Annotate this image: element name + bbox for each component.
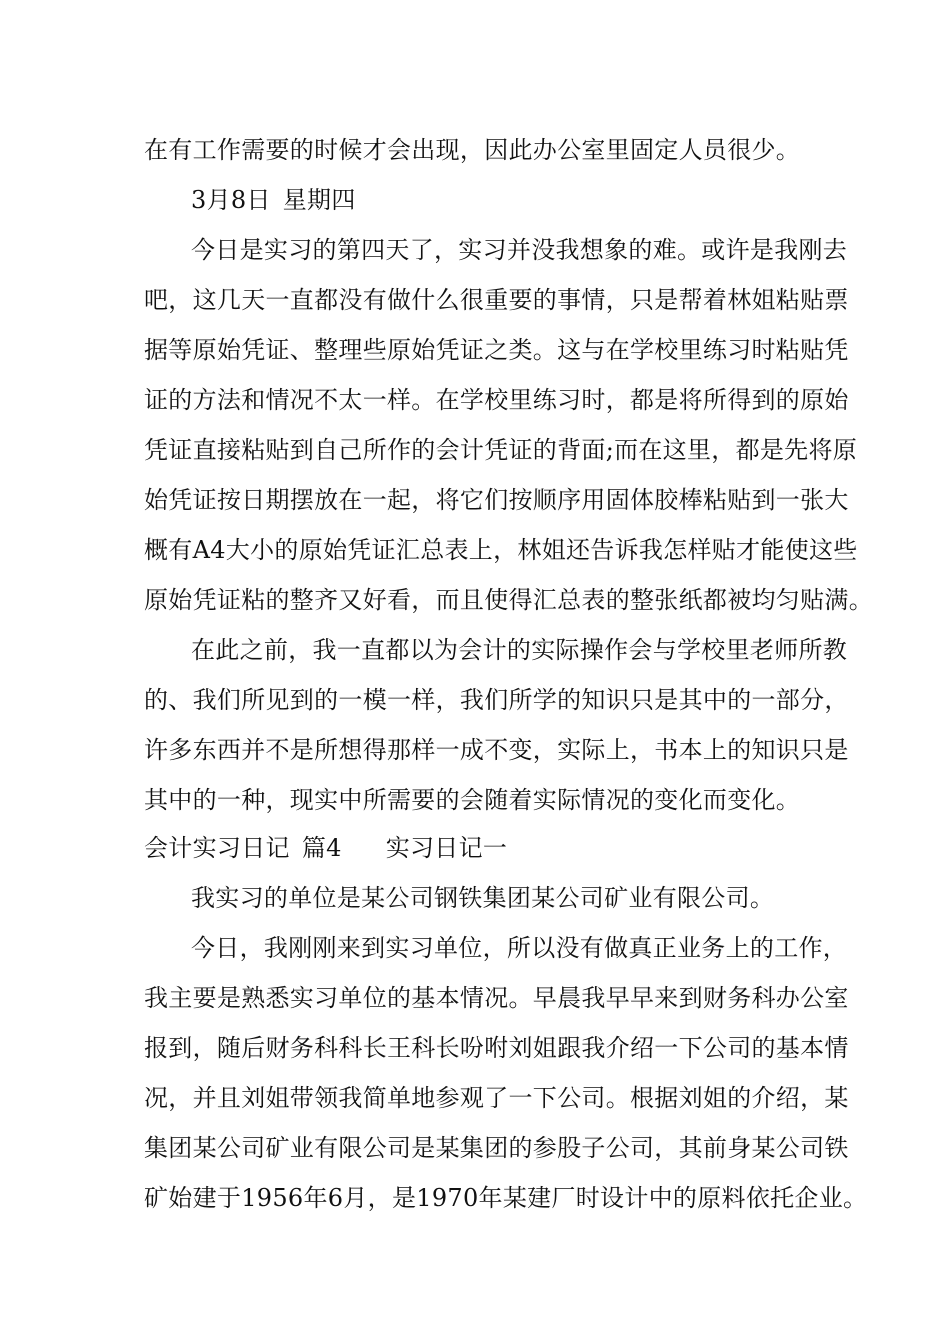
heading-title: 会计实习日记 [144,834,290,862]
text-line: 证的方法和情况不太一样。在学校里练习时，都是将所得到的原始 [144,386,849,414]
text-line: 今日，我刚刚来到实习单位，所以没有做真正业务上的工作， [191,934,848,962]
text-line: 今日是实习的第四天了，实习并没我想象的难。或许是我刚去 [191,236,848,264]
text-line: 报到，随后财务科科长王科长吩咐刘姐跟我介绍一下公司的基本情 [144,1034,849,1062]
section-heading [144,833,507,863]
text-line: 矿始建于1956年6月，是1970年某建厂时设计中的原料依托企业。 [144,1184,868,1212]
diary-date-line [191,185,356,215]
text-line: 据等原始凭证、整理些原始凭证之类。这与在学校里练习时粘贴凭 [144,336,849,364]
text-line: 我主要是熟悉实习单位的基本情况。早晨我早早来到财务科办公室 [144,984,849,1012]
text-line: 凭证直接粘贴到自己所作的会计凭证的背面;而在这里，都是先将原 [144,436,858,464]
heading-subtitle: 实习日记一 [385,834,508,862]
text-line: 的、我们所见到的一模一样，我们所学的知识只是其中的一部分， [144,686,849,714]
text-line: 概有A4大小的原始凭证汇总表上，林姐还告诉我怎样贴才能使这些 [144,536,858,564]
text-line: 始凭证按日期摆放在一起，将它们按顺序用固体胶棒粘贴到一张大 [144,486,849,514]
text-line: 我实习的单位是某公司钢铁集团某公司矿业有限公司。 [191,884,775,912]
text-line: 在此之前，我一直都以为会计的实际操作会与学校里老师所教 [191,636,848,664]
diary-date: 3月8日 [191,186,271,214]
text-line: 其中的一种，现实中所需要的会随着实际情况的变化而变化。 [144,786,801,814]
text-line: 况，并且刘姐带领我简单地参观了一下公司。根据刘姐的介绍，某 [144,1084,849,1112]
text-line: 吧，这几天一直都没有做什么很重要的事情，只是帮着林姐粘贴票 [144,286,849,314]
diary-weekday: 星期四 [282,186,356,214]
text-line: 在有工作需要的时候才会出现，因此办公室里固定人员很少。 [144,136,801,164]
text-line: 许多东西并不是所想得那样一成不变，实际上，书本上的知识只是 [144,736,849,764]
text-line: 集团某公司矿业有限公司是某集团的参股子公司，其前身某公司铁 [144,1134,849,1162]
text-line: 原始凭证粘的整齐又好看，而且使得汇总表的整张纸都被均匀贴满。 [144,586,873,614]
heading-number: 篇4 [301,834,342,862]
